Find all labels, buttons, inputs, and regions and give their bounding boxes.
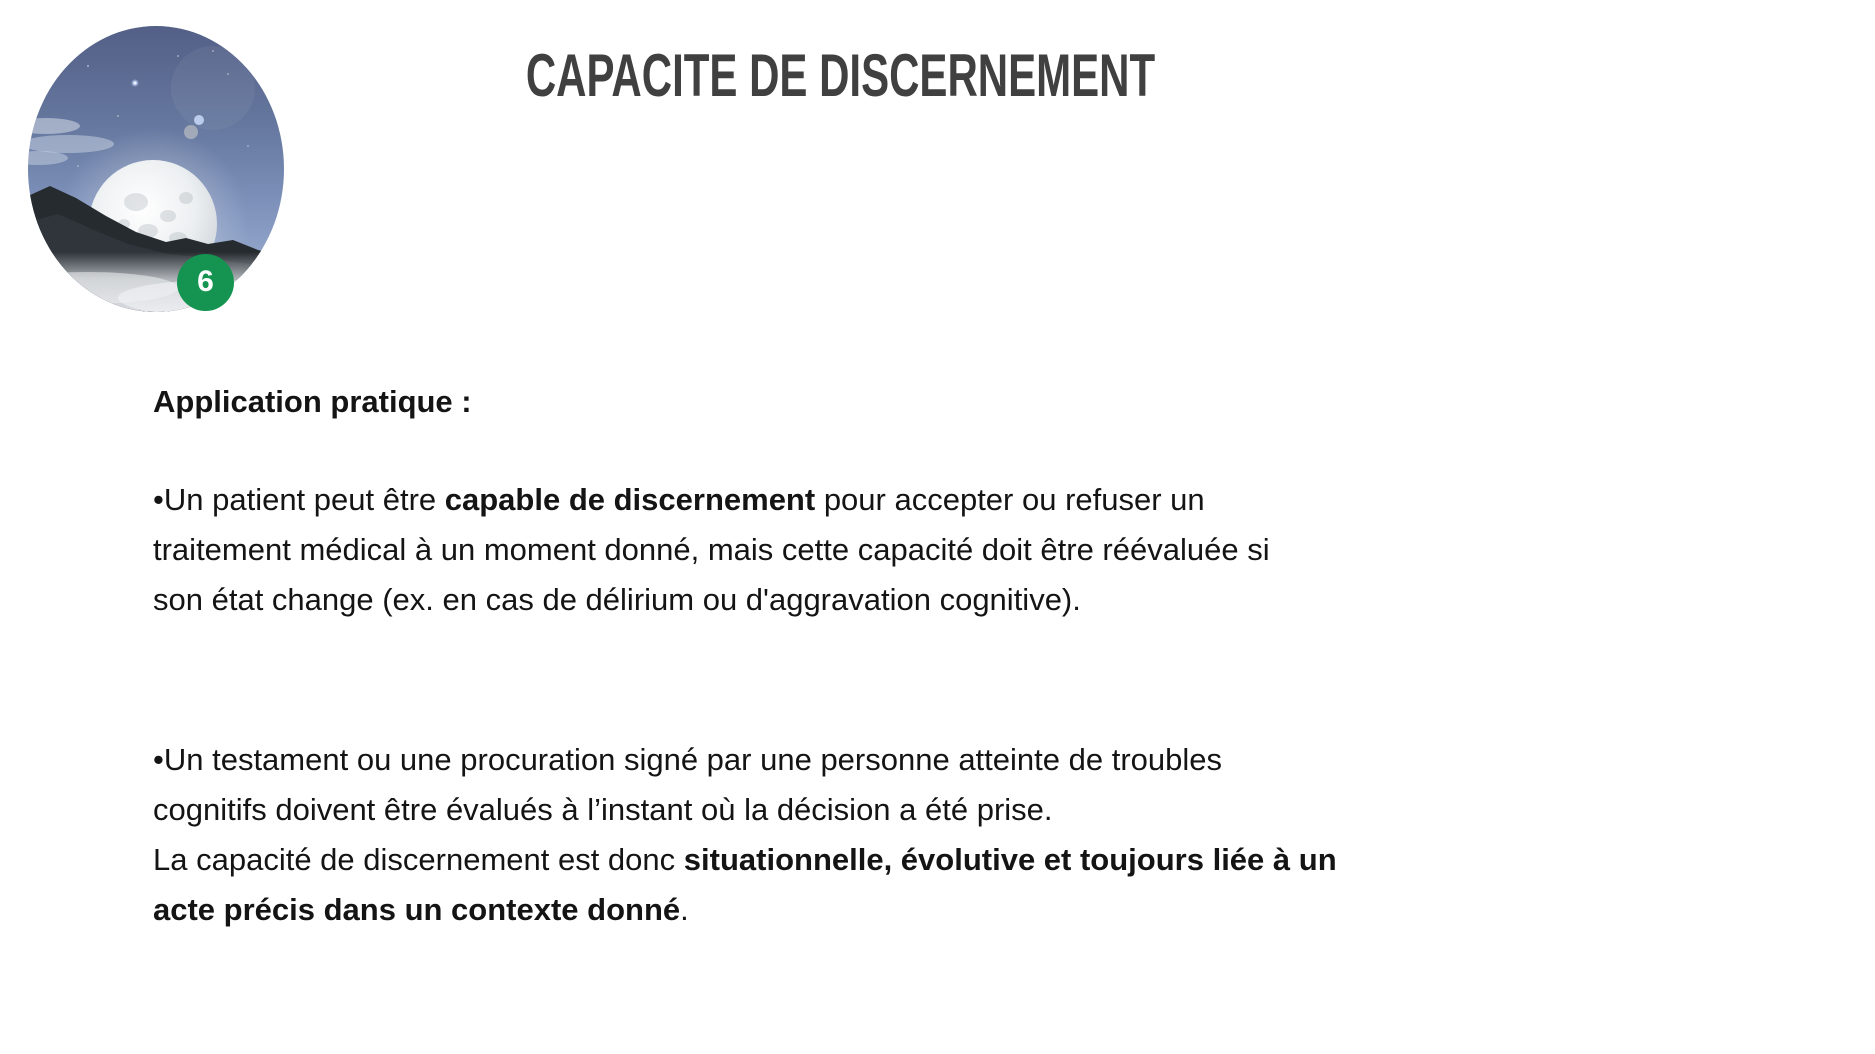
slide-number: 6: [197, 264, 214, 298]
text-segment: .: [680, 892, 689, 927]
paragraph-line: cognitifs doivent être évalués à l’instant où la décision a été prise.: [153, 792, 1053, 827]
paragraph-line: [153, 885, 1337, 935]
text-segment: La capacité de discernement est donc: [153, 842, 684, 877]
slide-title-text: CAPACITE DE DISCERNEMENT: [525, 42, 1155, 109]
paragraph-line: [153, 475, 1270, 525]
paragraph-line: traitement médical à un moment donné, mais cette capacité doit être réévaluée si: [153, 532, 1270, 567]
paragraph-line: son état change (ex. en cas de délirium ou d'aggravation cognitive).: [153, 582, 1081, 617]
paragraph-line: [153, 835, 1337, 885]
bold-text-segment: situationnelle, évolutive et toujours liée à un: [683, 842, 1337, 877]
text-segment: •Un patient peut être: [153, 482, 445, 517]
paragraph-line: •Un testament ou une procuration signé par une personne atteinte de troubles: [153, 742, 1223, 777]
bold-text-segment: capable de discernement: [444, 482, 816, 517]
slide-number-badge: [177, 254, 234, 311]
bold-text-segment: acte précis dans un contexte donné: [153, 892, 681, 927]
slide-title: [150, 40, 1530, 112]
bullet-paragraph-2: [153, 735, 1337, 935]
bullet-paragraph-1: [153, 475, 1270, 625]
text-segment: pour accepter ou refuser un: [815, 482, 1205, 517]
section-heading: Application pratique :: [153, 384, 472, 419]
